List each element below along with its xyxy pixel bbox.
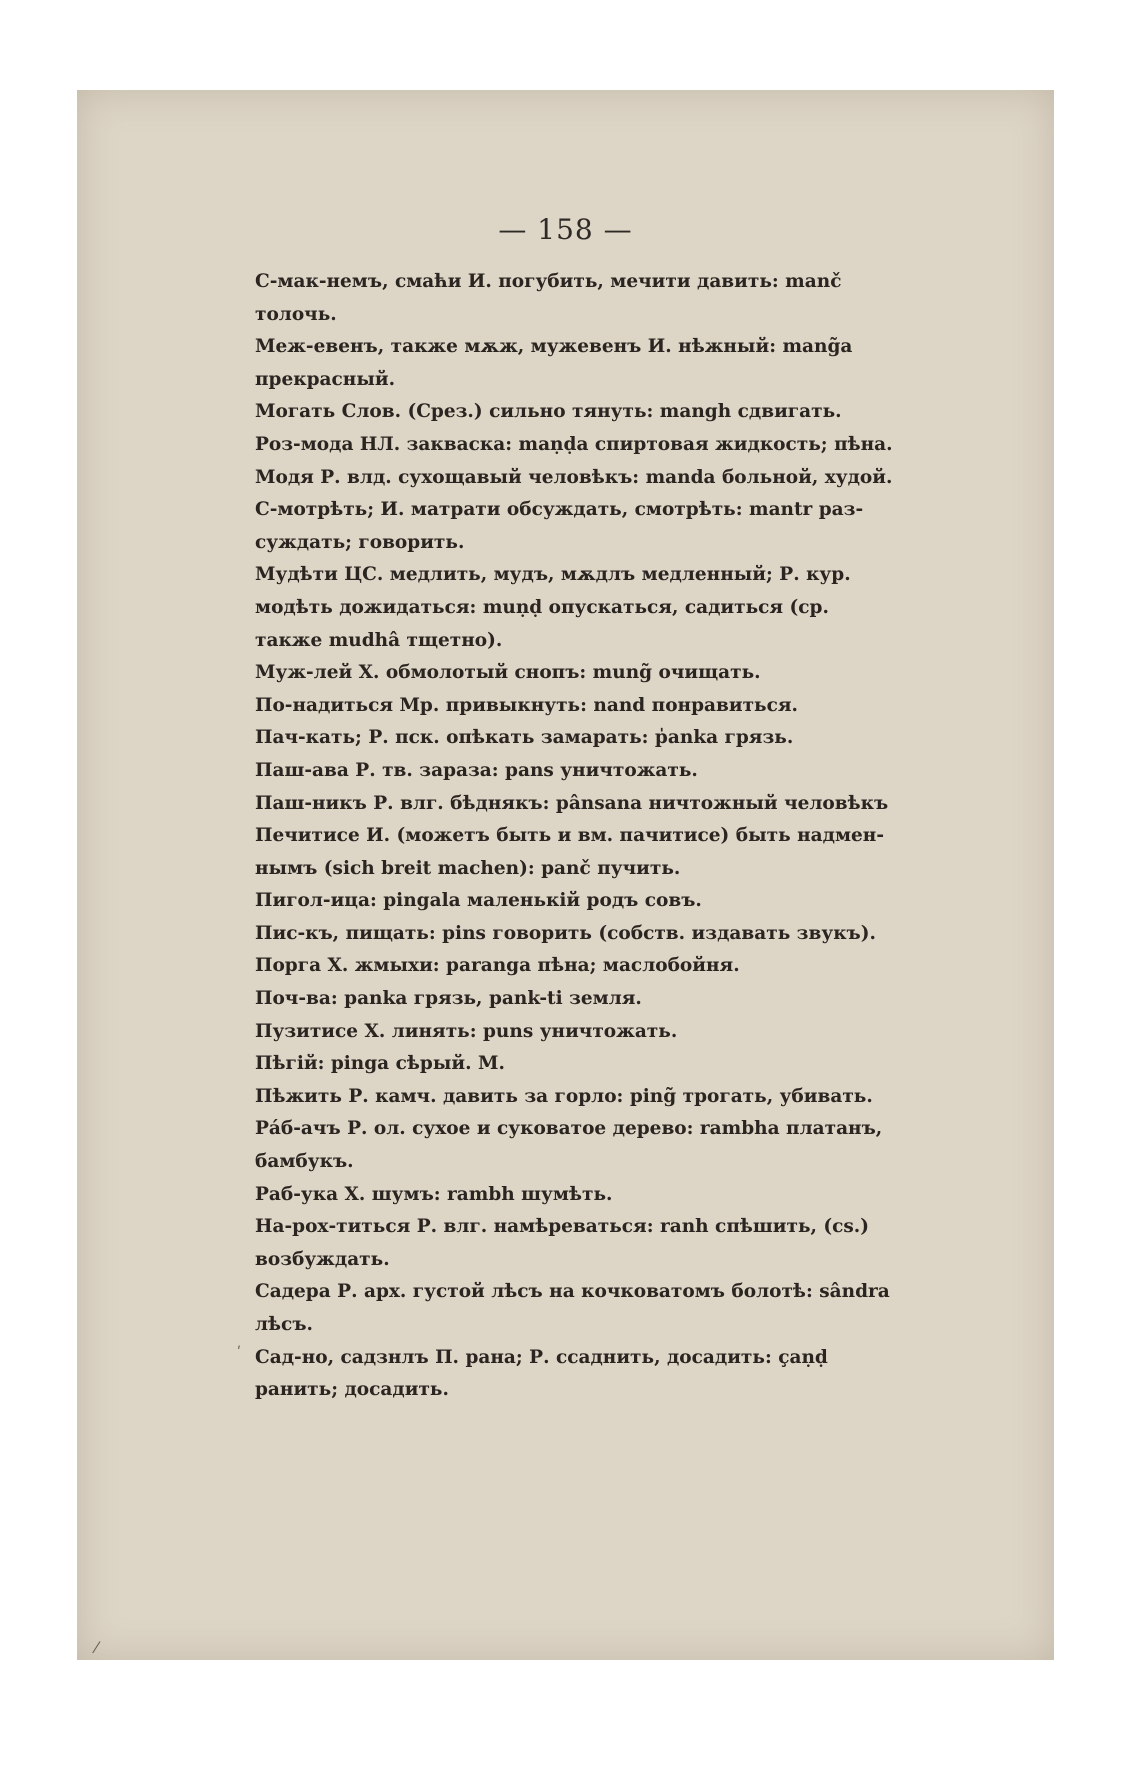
dictionary-entry <box>255 755 907 788</box>
entry-line: Паш-ава Р. тв. зараза: pans уничтожать. <box>255 759 698 781</box>
dictionary-entry <box>255 462 907 495</box>
book-page <box>77 90 1054 1660</box>
entry-line: Пузитисе Х. линять: puns уничтожать. <box>255 1020 678 1042</box>
dictionary-entry <box>255 1081 907 1114</box>
dictionary-entry <box>255 657 907 690</box>
dictionary-entry <box>255 722 907 755</box>
entry-line: Модя Р. влд. сухощавый человѣкъ: manda больной, худой. <box>255 466 893 488</box>
dictionary-entry <box>255 950 907 983</box>
dictionary-entry <box>255 788 907 821</box>
dictionary-entry <box>255 494 907 559</box>
entry-line: также mudhâ тщетно). <box>255 629 503 651</box>
dictionary-entry <box>255 1179 907 1212</box>
entry-line: бамбукъ. <box>255 1151 354 1173</box>
dictionary-entry <box>255 331 907 396</box>
entry-line: Раб-ука Х. шумъ: rambh шумѣть. <box>255 1183 613 1205</box>
entry-line: Роз-мода НЛ. закваска: maṇḍa спиртовая жидкость; пѣна. <box>255 433 893 455</box>
entry-line: Сад-но, садзнлъ П. рана; Р. ссаднить, досадить: çaṇḍ <box>255 1346 828 1368</box>
entry-line: лѣсъ. <box>255 1314 313 1335</box>
dictionary-entry <box>255 1016 907 1049</box>
entry-line: С-мак-немъ, смаћи И. погубить, мечити давить: manč <box>255 271 842 292</box>
dictionary-entry <box>255 1113 907 1178</box>
dictionary-entry <box>255 429 907 462</box>
entry-line: На-рох-титься Р. влг. намѣреваться: ranh спѣшить, (cs.) <box>255 1216 870 1238</box>
entry-line: Поч-ва: panka грязь, pank-ti земля. <box>255 988 642 1010</box>
entry-line: По-надиться Мр. привыкнуть: nand понравиться. <box>255 694 798 716</box>
dictionary-entry <box>255 396 907 429</box>
entry-line: Пѣжить Р. камч. давить за горло: ping̃ трогать, убивать. <box>255 1085 873 1107</box>
entry-line: Муж-лей Х. обмолотый снопъ: mung̃ очищать. <box>255 662 761 684</box>
entry-line: возбуждать. <box>255 1248 390 1270</box>
entry-line: Пѣгій: pinga сѣрый. М. <box>255 1053 505 1075</box>
dictionary-entry <box>255 266 907 331</box>
entry-line: Порга Х. жмыхи: paranga пѣна; маслобойня. <box>255 955 740 977</box>
entry-line: ранить; досадить. <box>255 1379 449 1401</box>
dictionary-entry <box>255 1048 907 1081</box>
entry-line: Пач-кать; Р. пск. опѣкать замарать: p̍anka грязь. <box>255 727 794 749</box>
dictionary-entry <box>255 1276 907 1341</box>
corner-scribble-icon: ⁄ <box>95 1638 98 1657</box>
dictionary-entry <box>255 1342 907 1407</box>
dictionary-entry <box>255 983 907 1016</box>
dictionary-entry <box>255 918 907 951</box>
entry-line: С-мотрѣть; И. матрати обсуждать, смотрѣть: mantr раз- <box>255 499 864 521</box>
entry-line: Мoгать Слов. (Срез.) сильно тянуть: mangh сдвигать. <box>255 401 842 423</box>
entry-line: прекрасный. <box>255 368 396 390</box>
entry-line: модѣть дожидаться: muṇḍ опускаться, садиться (ср. <box>255 596 829 618</box>
entry-line: Паш-никъ Р. влг. бѣднякъ: pânsana ничтожный человѣкъ <box>255 792 889 814</box>
entry-line: нымъ (sich breit machen): panč пучить. <box>255 857 681 879</box>
entry-line: Ра́б-ачъ Р. ол. сухое и суковатое дерево: rambha платанъ, <box>255 1118 883 1140</box>
pencil-mark-icon: ʹ <box>237 1345 241 1361</box>
entry-line: Меж-евенъ, также мѫж, мужевенъ И. нѣжный: mang̃a <box>255 336 853 358</box>
dictionary-entry <box>255 1211 907 1276</box>
entry-line: Пис-къ, пищать: pins говорить (собств. издавать звукъ). <box>255 922 876 944</box>
dictionary-entries <box>255 266 907 1407</box>
entry-line: суждать; говорить. <box>255 531 465 553</box>
dictionary-entry <box>255 885 907 918</box>
dictionary-entry <box>255 820 907 885</box>
entry-line: Мудѣти ЦС. медлить, мудъ, мѫдлъ медленный; Р. кур. <box>255 564 851 586</box>
dictionary-entry <box>255 559 907 657</box>
entry-line: Печитисе И. (можетъ быть и вм. пачитисе) быть надмен- <box>255 825 885 847</box>
page-number: — 158 — <box>498 213 633 246</box>
dictionary-entry <box>255 690 907 723</box>
entry-line: Пигол-ица: pingala маленькій родъ совъ. <box>255 890 702 912</box>
entry-line: Садера Р. арх. густой лѣсъ на кочковатомъ болотѣ: sândra <box>255 1281 890 1303</box>
entry-line: толочь. <box>255 303 337 325</box>
